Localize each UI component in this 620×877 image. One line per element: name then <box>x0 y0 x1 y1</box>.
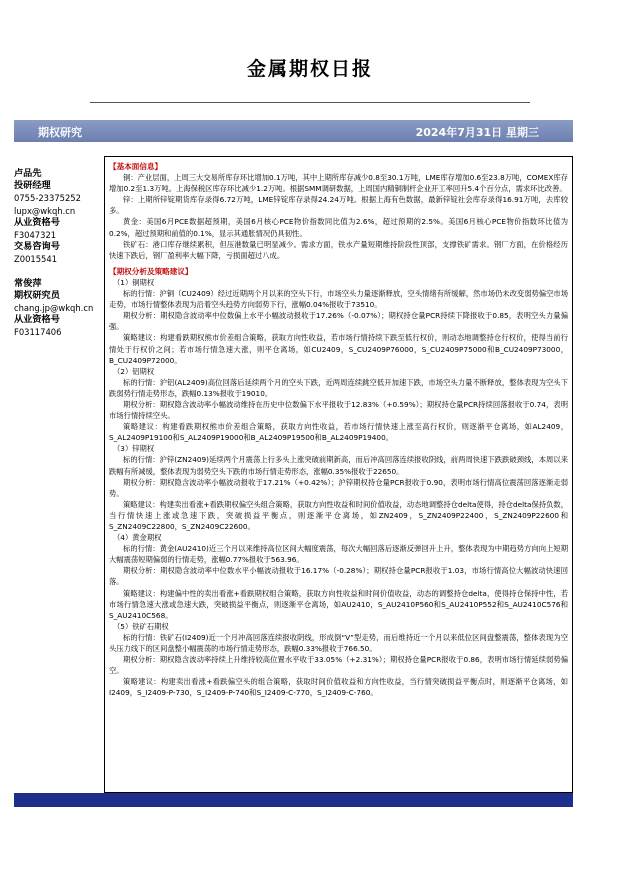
section-paragraph: 标的行情：沪铜（CU2409）经过近期两个月以来的空头下行，市场空头力量逐渐释放，空头情绪有所缓解，然市场仍未改变弱势偏空市场走势，市场行情整体表现为沿着空头趋势方向弱势下行，涨幅0.04%报收于73510。 <box>109 289 568 310</box>
cert-number: F03117406 <box>14 327 62 338</box>
analyst-name: 卢品先 <box>14 168 42 179</box>
analyst-role: 投研经理 <box>14 180 51 192</box>
report-content <box>104 156 573 793</box>
section-paragraph: 标的行情：铁矿石(I2409)近一个月冲高回落连续报收阴线，形成倒“V”型走势，而后维持近一个月以来低位区间盘整震荡，整体表现为空头压力线下的区间盘整小幅震荡的市场行情走势形态，跌幅0.33%报收于766.50。 <box>109 632 568 654</box>
analyst-role: 期权研究员 <box>14 289 60 301</box>
section-paragraph: 策略建议：构建卖出看涨+看跌偏空头的组合策略，获取时间价值收益和方向性收益，当行情突破损益平衡点时，则逐渐平仓离场，如I2409，S_I2409-P-730，S_I2409-P-740和S_I2409-C-770，S_I2409-C-760。 <box>109 677 568 698</box>
analyst-sidebar <box>14 168 104 338</box>
section-title: （4）黄金期权 <box>113 533 162 543</box>
cert-number: F3047321 <box>14 229 57 240</box>
page-title: 金属期权日报 <box>246 58 373 80</box>
section-title: （2）铝期权 <box>113 366 155 376</box>
section-paragraph: 策略建议：构建偏中性的卖出看涨+看跌期权组合策略，获取方向性收益和时间价值收益，动态的调整持仓delta，使得持仓保持中性，若市场行情急速大涨或急速大跌，突破损益平衡点，则逐渐平仓离场，如AU2410，S_AU2410P560和S_AU2410P552和S_AU2410C576和S_AU2410C568。 <box>109 588 568 620</box>
section-title: （1）铜期权 <box>113 277 155 287</box>
analyst-name: 常俊萍 <box>14 277 42 289</box>
section-paragraph: 策略建议：构建看跌期权熊市价差组合策略，获取方向性收益，若市场行情快速上涨至高行权价，则逐渐平仓离场，如AL2409，S_AL2409P19100和S_AL2409P19000和B_AL2409P19500和B_AL2409P19400。 <box>109 422 568 443</box>
consult-number: Z0015541 <box>14 254 58 265</box>
cert-label: 从业资格号 <box>14 216 60 228</box>
section-title: （3）锌期权 <box>113 444 155 454</box>
footer-bar <box>14 793 573 807</box>
basic-paragraph: 铜：产业层面，上周三大交易所库存环比增加0.1万吨，其中上期所库存减少0.8至30.1万吨，LME库存增加0.6至23.8万吨，COMEX库存增加0.2至1.3万吨。上海保税区库存环比减少1.2万吨。根据SMM调研数据，上周国内精铜制杆企业开工率回升5.4个百分点，需求环比改善。 <box>109 173 568 194</box>
section-paragraph: 期权分析：期权隐含波动率小幅波动报收于17.21%（+0.42%）；沪锌期权持仓量PCR报收于0.90，表明市场行情高位震荡回落逐渐走弱势。 <box>109 477 568 498</box>
strategy-heading: 【期权分析及策略建议】 <box>109 266 193 276</box>
section-title: （5）铁矿石期权 <box>113 621 169 631</box>
section-paragraph: 期权分析：期权隐含波动率中位数水平小幅波动报收于16.17%（-0.28%）；期权持仓量PCR报收于1.03，市场行情高位大幅波动快速回落。 <box>109 566 568 587</box>
section-paragraph: 标的行情：沪铝(AL2409)高位回落后延续两个月的空头下跌，近两周连续跳空低开加速下跌，市场空头力量不断释放，整体表现为空头下跌弱势行情走势形态，跌幅0.13%报收于19010。 <box>109 377 568 398</box>
cert-label: 从业资格号 <box>14 314 60 326</box>
section-paragraph: 期权分析：期权隐含波动率持续上升维持较高位置水平收于33.05%（+2.31%）；期权持仓量PCR报收于0.86，表明市场行情延续弱势偏空。 <box>109 655 568 676</box>
basic-paragraph: 铁矿石：港口库存继续累积，但压港数量已明显减少。需求方面，铁水产量短期维持阶段性顶部，支撑铁矿需求。钢厂方面，在价格经历快速下跌后，钢厂盈利率大幅下降，亏损面超过八成。 <box>109 239 568 260</box>
section-paragraph: 标的行情：沪锌(ZN2409)延续两个月震荡上行多头上涨突破前期新高，而后冲高回落连续报收阴线，前两周快速下跌跌破颈线，本周以来跌幅有所减缓，整体表现为弱势空头下跌的市场行情走势形态，涨幅0.35%报收于22650。 <box>109 455 568 476</box>
consult-label: 交易咨询号 <box>14 241 60 253</box>
basic-paragraph: 黄金：美国6月PCE数据超预期，美国6月核心PCE物价指数同比值为2.6%，超过预期的2.5%。美国6月核心PCE物价指数环比值为0.2%，超过预期和前值的0.1%，显示其通胀情况仍具韧性。 <box>109 217 568 238</box>
section-paragraph: 期权分析：期权隐含波动率小幅波动维持在历史中位数偏下水平报收于12.83%（+0.59%）；期权持仓量PCR持续回落报收于0.74，表明市场行情持续空头。 <box>109 399 568 421</box>
analyst-phone: 0755-23375252 <box>14 193 81 204</box>
section-paragraph: 策略建议：构建卖出看涨+看跌期权偏空头组合策略，获取方向性收益和时间价值收益，动态地调整持仓delta使得，持仓delta保持负数，当行情快速上涨或急速下跌，突破损益平衡点，则逐渐平仓离场，如ZN2409，S_ZN2409P22400，S_ZN2409P22600和S_ZN2409C22800，S_ZN2409C22600。 <box>109 499 568 531</box>
section-paragraph: 标的行情：黄金(AU2410)近三个月以来维持高位区间大幅度震荡，每次大幅回落后逐渐反弹回升上升，整体表现为中期趋势方向向上短期大幅震荡短期偏弱的行情走势，涨幅0.77%报收于563.96。 <box>109 544 568 565</box>
basic-paragraph: 锌：上期所锌锭期货库存录得6.72万吨，LME锌锭库存录得24.24万吨。根据上海有色数据，最新锌锭社会库存录得16.91万吨，去库较多。 <box>109 195 568 216</box>
section-banner <box>14 120 573 142</box>
analyst-email: chang.jp@wkqh.cn <box>14 302 94 313</box>
title-divider <box>90 102 530 103</box>
analyst-email: lupx@wkqh.cn <box>14 205 76 216</box>
section-paragraph: 期权分析：期权隐含波动率中位数偏上水平小幅波动报收于17.26%（-0.07%）；期权持仓量PCR持续下降报收于0.85，表明空头力量偏强。 <box>109 311 568 332</box>
banner-date: 2024年7月31日 星期三 <box>415 126 539 139</box>
banner-category: 期权研究 <box>38 126 82 139</box>
basic-info-heading: 【基本面信息】 <box>109 162 163 171</box>
section-paragraph: 策略建议：构建看跌期权熊市价差组合策略，获取方向性收益，若市场行情持续下跌至低行权价，则动态地调整持仓行权价，使得当前行情处于行权价之间；若市场行情急速大涨，则平仓离场，如CU2409，S_CU2409P76000，S_CU2409P75000和B_CU2409P73000，B_CU2409P72000。 <box>109 333 568 365</box>
